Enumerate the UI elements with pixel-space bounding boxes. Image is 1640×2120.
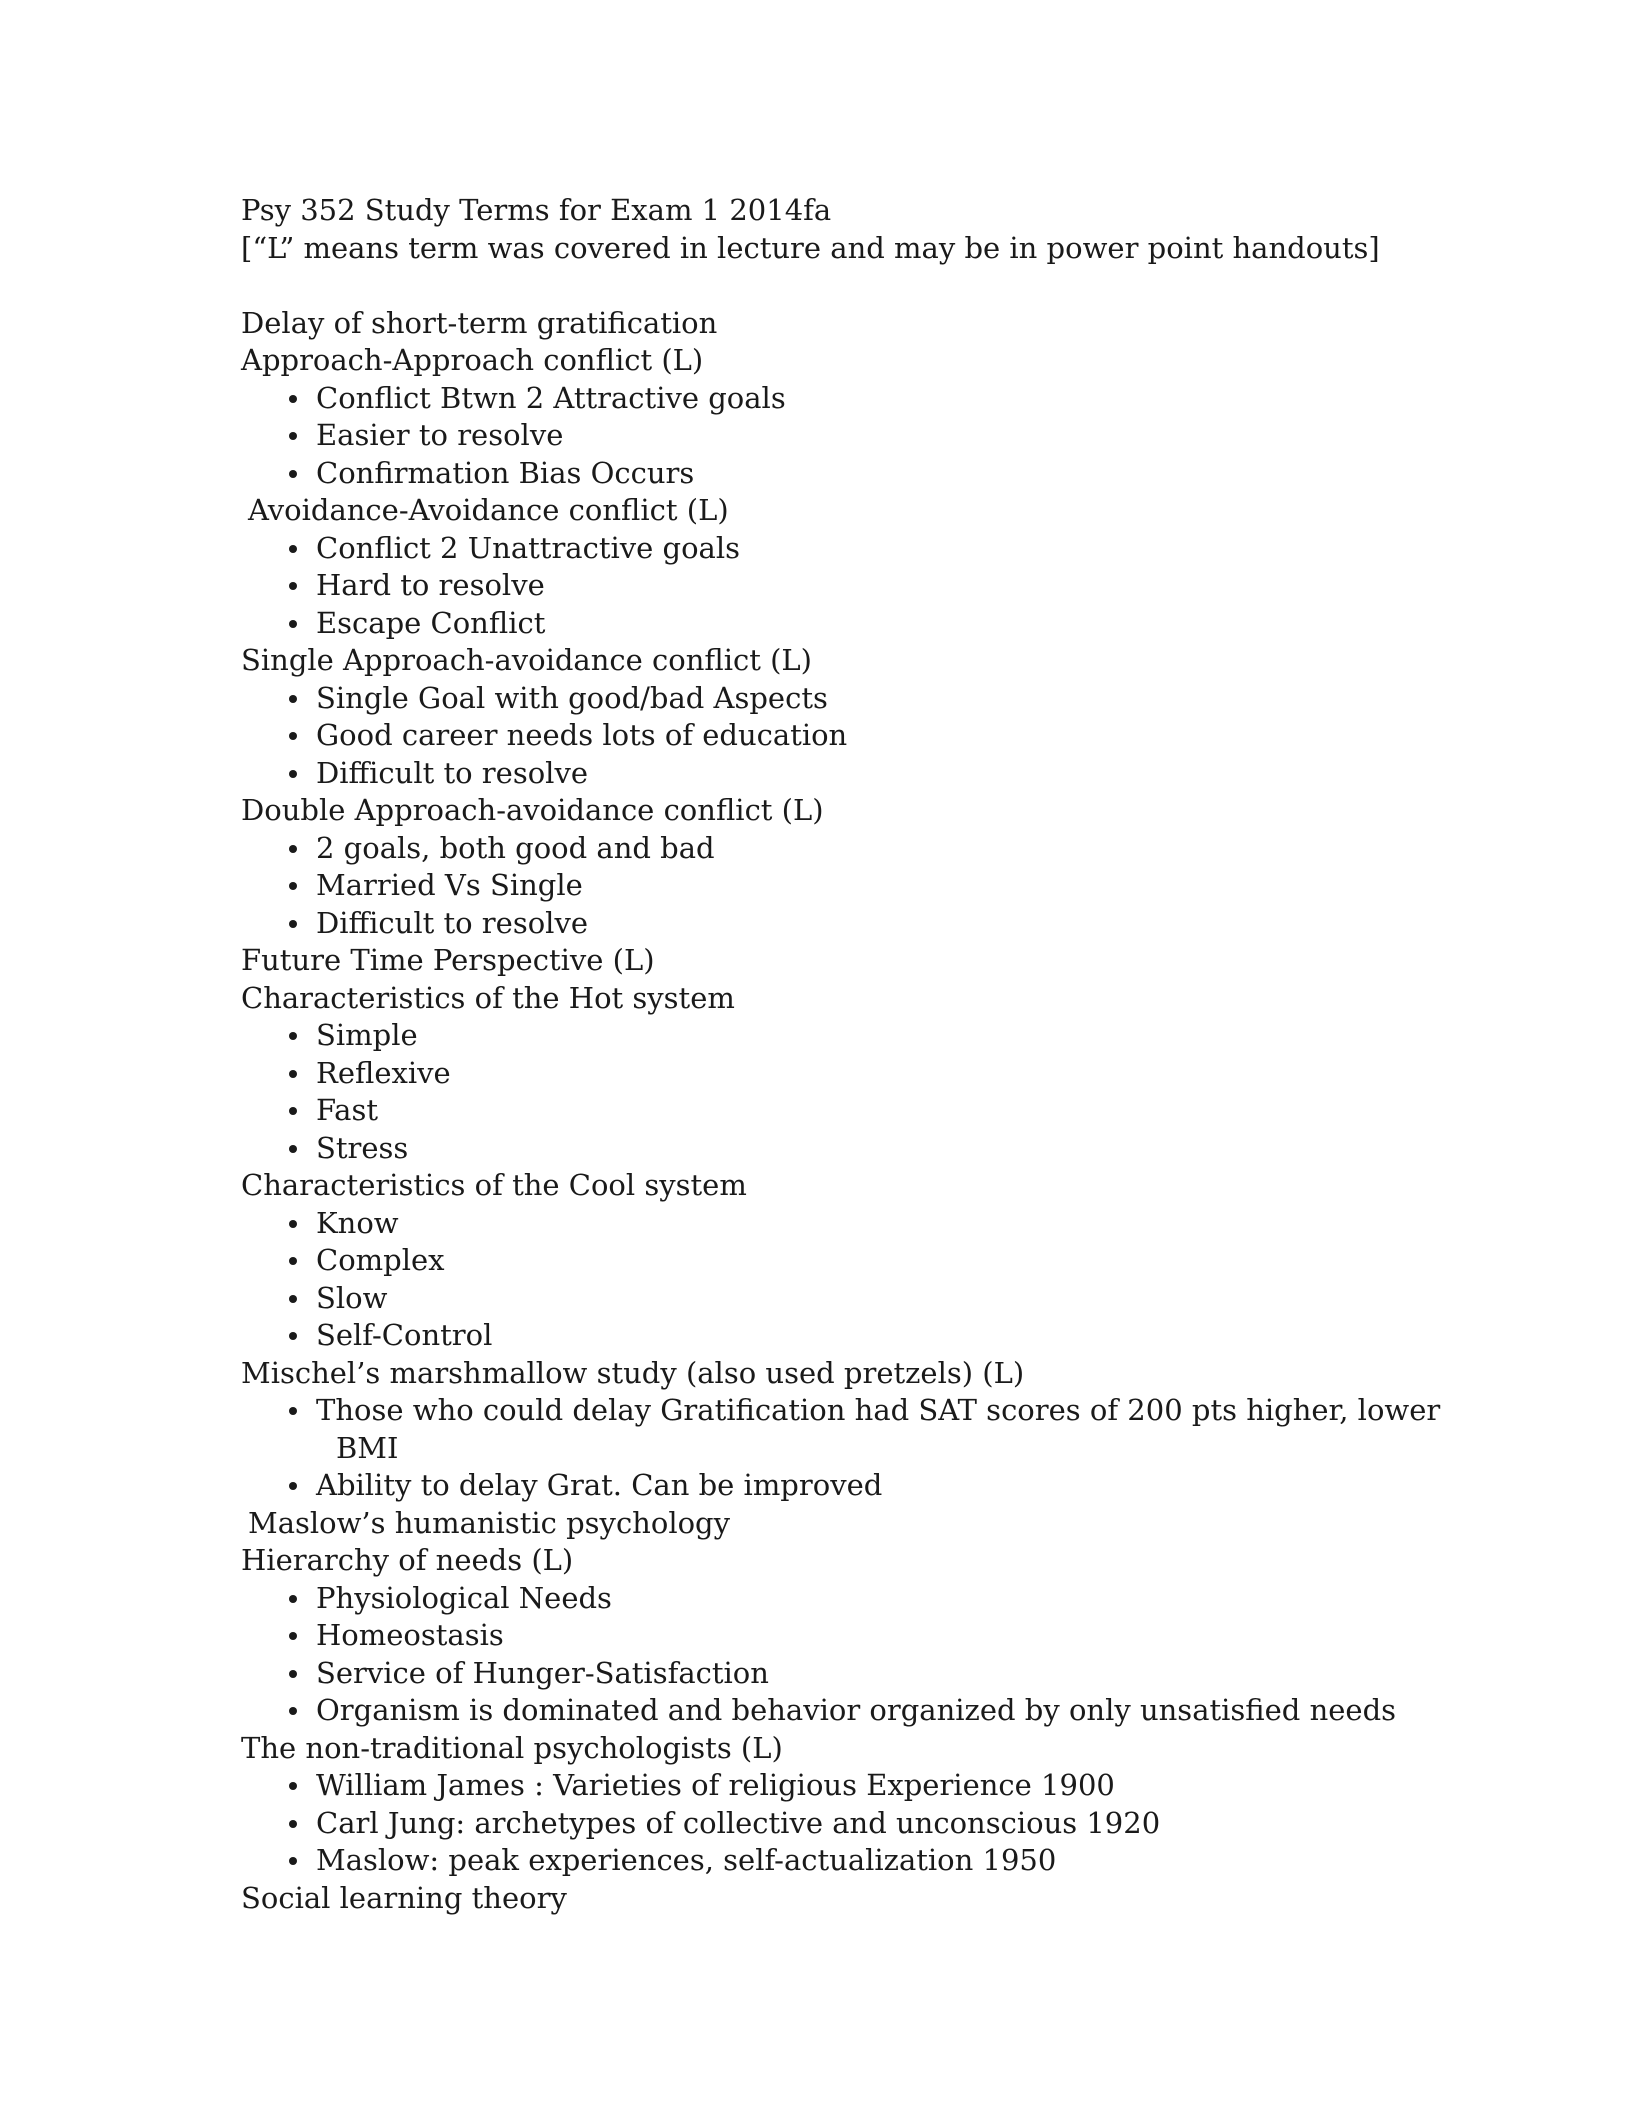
list-item: William James : Varieties of religious Experience 1900 (289, 1767, 1441, 1805)
marshmallow-list (241, 1392, 1441, 1505)
list-item: Simple (289, 1017, 1441, 1055)
list-item: Conflict Btwn 2 Attractive goals (289, 380, 1441, 418)
bullet-icon (289, 1670, 297, 1678)
term-hot-system: Characteristics of the Hot system (241, 980, 735, 1015)
term-single-approach-avoidance: Single Approach-avoidance conflict (L) (241, 643, 812, 677)
list-item: Maslow: peak experiences, self-actualization 1950 (289, 1842, 1441, 1880)
list-item: Conflict 2 Unattractive goals (289, 530, 1441, 568)
bullet-icon (289, 1295, 297, 1303)
bullet-icon (289, 545, 297, 553)
non-traditional-list (241, 1767, 1441, 1880)
hierarchy-list (241, 1580, 1441, 1730)
bullet-icon (289, 1145, 297, 1153)
list-item: Fast (289, 1092, 1441, 1130)
blank-line (241, 267, 1441, 305)
term-social-learning-theory: Social learning theory (241, 1880, 567, 1915)
bullet-icon (289, 1220, 297, 1228)
list-item: Slow (289, 1280, 1441, 1318)
term-marshmallow-study: Mischel’s marshmallow study (also used pretzels) (L) (241, 1355, 1025, 1390)
bullet-icon (289, 1857, 297, 1865)
bullet-icon (289, 620, 297, 628)
list-item: Organism is dominated and behavior organized by only unsatisfied needs (289, 1692, 1441, 1730)
avoidance-avoidance-list (241, 530, 1441, 643)
document-body (241, 192, 1441, 1917)
bullet-icon (289, 1820, 297, 1828)
list-item: Homeostasis (289, 1617, 1441, 1655)
list-item: Self-Control (289, 1317, 1441, 1355)
bullet-icon (289, 770, 297, 778)
bullet-icon (289, 582, 297, 590)
list-item: Confirmation Bias Occurs (289, 455, 1441, 493)
list-item: Carl Jung: archetypes of collective and unconscious 1920 (289, 1805, 1441, 1843)
term-maslow-humanistic: Maslow’s humanistic psychology (248, 1505, 730, 1540)
hot-system-list (241, 1017, 1441, 1167)
term-avoidance-avoidance: Avoidance-Avoidance conflict (L) (248, 493, 729, 527)
single-approach-avoidance-list (241, 680, 1441, 793)
bullet-icon (289, 1032, 297, 1040)
list-item: Ability to delay Grat. Can be improved (289, 1467, 1441, 1505)
list-item: Good career needs lots of education (289, 717, 1441, 755)
bullet-icon (289, 395, 297, 403)
bullet-icon (289, 1782, 297, 1790)
term-non-traditional-psychologists: The non-traditional psychologists (L) (241, 1730, 783, 1765)
term-future-time-perspective: Future Time Perspective (L) (241, 943, 655, 977)
bullet-icon (289, 432, 297, 440)
bullet-icon (289, 1707, 297, 1715)
cool-system-list (241, 1205, 1441, 1355)
term-approach-approach: Approach-Approach conflict (L) (241, 343, 704, 377)
bullet-icon (289, 1632, 297, 1640)
list-item: Single Goal with good/bad Aspects (289, 680, 1441, 718)
list-item: Married Vs Single (289, 867, 1441, 905)
list-item: Complex (289, 1242, 1441, 1280)
term-delay-gratification: Delay of short-term gratification (241, 305, 718, 340)
list-item: Service of Hunger-Satisfaction (289, 1655, 1441, 1693)
document-note: [“L” means term was covered in lecture and may be in power point handouts] (241, 230, 1380, 265)
document-title: Psy 352 Study Terms for Exam 1 2014fa (241, 193, 832, 227)
list-item: Easier to resolve (289, 417, 1441, 455)
bullet-icon (289, 1482, 297, 1490)
bullet-icon (289, 695, 297, 703)
list-item: Reflexive (289, 1055, 1441, 1093)
list-item: Escape Conflict (289, 605, 1441, 643)
list-item: Stress (289, 1130, 1441, 1168)
list-item: Physiological Needs (289, 1580, 1441, 1618)
list-item: Difficult to resolve (289, 755, 1441, 793)
bullet-icon (289, 920, 297, 928)
term-cool-system: Characteristics of the Cool system (241, 1168, 747, 1202)
bullet-icon (289, 1595, 297, 1603)
list-item: 2 goals, both good and bad (289, 830, 1441, 868)
list-item: Know (289, 1205, 1441, 1243)
term-double-approach-avoidance: Double Approach-avoidance conflict (L) (241, 793, 824, 827)
list-item: Difficult to resolve (289, 905, 1441, 943)
list-item: Hard to resolve (289, 567, 1441, 605)
list-item: Those who could delay Gratification had SAT scores of 200 pts higher, lower BMI (289, 1392, 1441, 1467)
term-hierarchy-of-needs: Hierarchy of needs (L) (241, 1543, 574, 1577)
bullet-icon (289, 1257, 297, 1265)
bullet-icon (289, 1107, 297, 1115)
bullet-icon (289, 845, 297, 853)
bullet-icon (289, 882, 297, 890)
bullet-icon (289, 1070, 297, 1078)
bullet-icon (289, 732, 297, 740)
bullet-icon (289, 470, 297, 478)
approach-approach-list (241, 380, 1441, 493)
bullet-icon (289, 1407, 297, 1415)
bullet-icon (289, 1332, 297, 1340)
double-approach-avoidance-list (241, 830, 1441, 943)
